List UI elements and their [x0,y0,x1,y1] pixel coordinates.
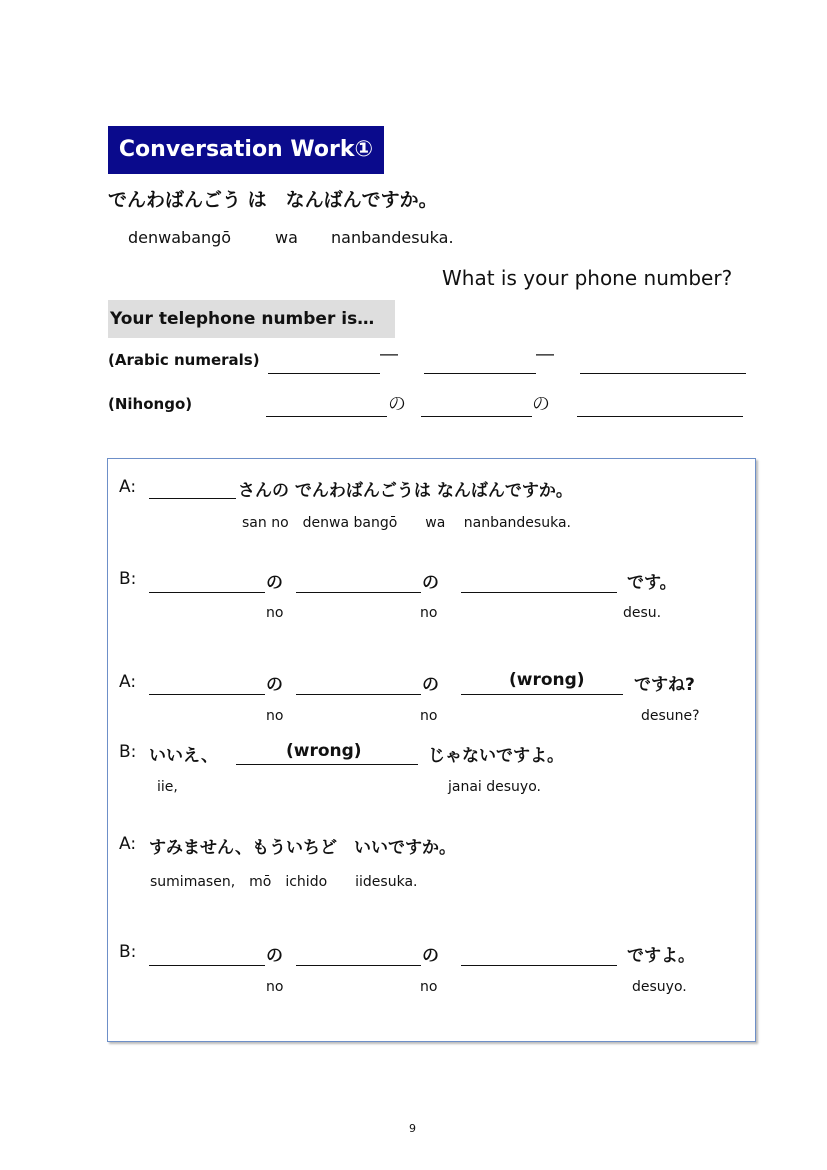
a2-no-1: の [266,675,283,695]
page-number: 9 [409,1122,416,1135]
speaker-a3: A: [119,834,137,854]
b3-no-2: の [422,946,439,966]
a2-wrong: (wrong) [509,670,585,690]
a2-romaji-desune: desune? [641,708,700,724]
b2-janai: じゃないですよ。 [428,746,564,766]
b2-romaji-janai: janai desuyo. [448,779,541,795]
b3-romaji-no-1: no [266,979,284,995]
b3-desuyo: ですよ。 [627,946,695,966]
question-romaji-3: nanbandesuka. [331,228,454,247]
b1-blank-3[interactable] [461,592,617,593]
b1-no-2: の [422,573,439,593]
b3-romaji-no-2: no [420,979,438,995]
b1-blank-1[interactable] [149,592,265,593]
a2-no-2: の [422,675,439,695]
b3-no-1: の [266,946,283,966]
a3-japanese: すみません、もういちど いいですか。 [149,838,457,858]
b1-blank-2[interactable] [296,592,421,593]
a2-romaji-no-1: no [266,708,284,724]
a1-japanese: さんの でんわばんごうは なんばんですか。 [238,481,573,501]
a1-romaji: san no denwa bangō wa nanbandesuka. [242,515,571,531]
a2-blank-2[interactable] [296,694,421,695]
arabic-blank-2[interactable] [424,373,536,374]
b3-blank-1[interactable] [149,965,265,966]
dash-2: ― [536,344,554,365]
a3-romaji: sumimasen, mō ichido iidesuka. [150,874,418,890]
no-2: の [532,394,550,415]
speaker-a1: A: [119,477,137,497]
speaker-a2: A: [119,672,137,692]
a2-blank-1[interactable] [149,694,265,695]
question-romaji-1: denwabangō [128,228,232,247]
b3-blank-2[interactable] [296,965,421,966]
b2-romaji-iie: iie, [157,779,178,795]
arabic-label: (Arabic numerals) [108,351,260,369]
page-title: Conversation Work① [108,126,384,174]
b1-romaji-no-1: no [266,605,284,621]
a2-blank-wrong[interactable] [461,694,623,695]
section-heading: Your telephone number is… [108,300,395,338]
question-english: What is your phone number? [442,266,733,290]
b2-iie: いいえ、 [149,746,219,766]
b3-blank-3[interactable] [461,965,617,966]
arabic-blank-3[interactable] [580,373,746,374]
question-japanese: でんわばんごう は なんばんですか。 [108,189,438,211]
b1-romaji-desu: desu. [623,605,662,621]
speaker-b2: B: [119,742,137,762]
arabic-blank-1[interactable] [268,373,380,374]
nihongo-blank-1[interactable] [266,416,387,417]
speaker-b1: B: [119,569,137,589]
nihongo-blank-3[interactable] [577,416,743,417]
b1-no-1: の [266,573,283,593]
b3-romaji-desuyo: desuyo. [632,979,687,995]
a2-romaji-no-2: no [420,708,438,724]
b1-desu: です。 [627,573,677,593]
b2-wrong: (wrong) [286,741,362,761]
question-romaji-2: wa [275,228,298,247]
speaker-b3: B: [119,942,137,962]
a1-name-blank[interactable] [149,498,236,499]
dash-1: ― [380,344,398,365]
b1-romaji-no-2: no [420,605,438,621]
nihongo-blank-2[interactable] [421,416,532,417]
no-1: の [388,394,406,415]
a2-desune: ですね? [634,675,695,695]
b2-blank-wrong[interactable] [236,764,418,765]
nihongo-label: (Nihongo) [108,395,193,413]
